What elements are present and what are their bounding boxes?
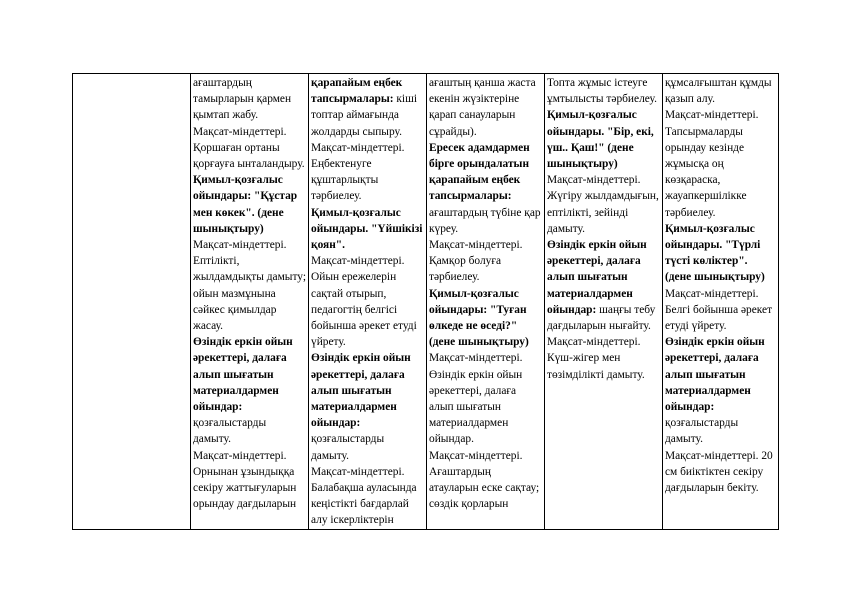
bold-text: Қимыл-қозғалыс ойындары: "Туған өлкеде не өседі?" (дене шынықтыру): [429, 287, 529, 349]
cell-paragraph: [429, 350, 542, 447]
cell-paragraph: [429, 448, 542, 513]
cell-text: Топта жұмыс істеуге ұмтылысты тәрбиелеу.: [547, 77, 657, 106]
cell-paragraph: [193, 172, 306, 237]
cell-text: Мақсат-міндеттері. Еңбектенуге құштарлықты тәрбиелеу.: [311, 141, 405, 203]
cell-text: Мақсат-міндеттері. Күш-жігер мен төзімділікті дамыту.: [547, 336, 645, 381]
cell-paragraph: [547, 334, 660, 383]
cell-paragraph: [665, 221, 776, 286]
cell-text: Мақсат-міндеттері. 20 см биіктіктен секіру дағдыларын бекіту.: [665, 449, 773, 495]
table-cell-col-2: [191, 74, 309, 530]
table-row: [73, 74, 779, 530]
cell-paragraph: [665, 286, 776, 335]
activity-plan-table: [72, 73, 779, 530]
bold-text: Қимыл-қозғалыс ойындары. "Бір, екі, үш.. Қаш!" (дене шынықтыру): [547, 109, 654, 171]
cell-text: құмсалғыштан құмды қазып алу.: [665, 77, 772, 106]
cell-text: Мақсат-міндеттері. Ептілікті, жылдамдықты дамыту; ойын мазмұнына сәйкес қимылдар жасау.: [193, 239, 306, 333]
cell-paragraph: [311, 75, 424, 140]
cell-text: кіші топтар аймағында жолдарды сыпыру.: [311, 93, 418, 138]
cell-paragraph: [547, 237, 660, 334]
cell-paragraph: [193, 448, 306, 513]
cell-paragraph: [193, 415, 306, 447]
cell-text: қозғалыстарды дамыту.: [665, 417, 739, 446]
cell-paragraph: [547, 172, 660, 237]
bold-text: Ересек адамдармен бірге орындалатын қарапайым еңбек тапсырмалары:: [429, 141, 530, 203]
cell-paragraph: [193, 334, 306, 415]
cell-paragraph: [311, 140, 424, 205]
cell-paragraph: [429, 237, 542, 286]
cell-text: Мақсат-міндеттері. Ойын ережелерін сақтай отырып, педагогтің белгісі бойынша әрекет етуді үйрету.: [311, 255, 417, 349]
bold-text: Қимыл-қозғалыс ойындары. "Үйшікізі қоян".: [311, 206, 423, 252]
cell-text: Мақсат-міндеттері. Балабақша ауласында кеңістікті бағдарлай алу іскерліктерін: [311, 465, 417, 527]
cell-paragraph: [193, 124, 306, 173]
cell-paragraph: [665, 75, 776, 107]
cell-text: ағаштардың тамырларын қармен қымтап жабу.: [193, 77, 292, 122]
cell-text: ағаштың қанша жаста екенін жүзіктеріне қарап санауларын сұрайды).: [429, 77, 536, 138]
cell-paragraph: [665, 448, 776, 497]
cell-text: Мақсат-міндеттері. Ағаштардың атауларын еске сақтау; сөздік қорларын: [429, 449, 540, 511]
bold-text: Өзіндік еркін ойын әрекеттері, далаға алып шығатын материалдармен ойындар:: [665, 336, 765, 414]
table-cell-col-4: [427, 74, 545, 530]
table-cell-col-1: [73, 74, 191, 530]
bold-text: Қимыл-қозғалыс ойындары. "Түрлі түсті көліктер". (дене шынықтыру): [665, 222, 765, 284]
cell-text: Мақсат-міндеттері. Белгі бойынша әрекет етуді үйрету.: [665, 287, 773, 333]
cell-paragraph: [311, 464, 424, 529]
cell-paragraph: [429, 75, 542, 140]
cell-paragraph: [547, 75, 660, 107]
cell-text: қозғалыстарды дамыту.: [193, 417, 267, 446]
cell-text: Мақсат-міндеттері. Қамқор болуға тәрбиелеу.: [429, 239, 523, 284]
cell-paragraph: [311, 253, 424, 350]
cell-paragraph: [429, 140, 542, 205]
cell-paragraph: [193, 75, 306, 124]
cell-paragraph: [429, 286, 542, 351]
cell-text: Мақсат-міндеттері. Өзіндік еркін ойын әрекеттері, далаға алып шығатын материалдармен ойындар.: [429, 352, 523, 446]
cell-paragraph: [311, 431, 424, 463]
cell-paragraph: [311, 205, 424, 254]
bold-text: қарапайым еңбек тапсырмалары:: [311, 77, 403, 106]
table-cell-col-5: [545, 74, 663, 530]
cell-text: Мақсат-міндеттері. Орнынан ұзындыққа секіру жаттығуларын орындау дағдыларын: [193, 449, 297, 511]
bold-text: Өзіндік еркін ойын әрекеттері, далаға алып шығатын материалдармен ойындар:: [311, 352, 411, 430]
cell-text: Мақсат-міндеттері. Жүгіру жылдамдығын, ептілікті, зейінді дамыту.: [547, 174, 659, 235]
cell-text: Мақсат-міндеттері. Қоршаған ортаны қорғауға ынталандыру.: [193, 125, 305, 171]
cell-text: шаңғы тебу дағдыларын нығайту.: [547, 303, 656, 333]
bold-text: Қимыл-қозғалыс ойындары: "Құстар мен көкек". (дене шынықтыру): [193, 174, 298, 235]
cell-paragraph: [547, 107, 660, 172]
cell-text: ағаштардың түбіне қар күреу.: [429, 206, 541, 235]
cell-paragraph: [311, 350, 424, 431]
cell-text: Мақсат-міндеттері. Тапсырмаларды орындау кезінде жұмысқа оң көзқараска, жауапкершілікке тәрбиелеу.: [665, 109, 759, 219]
bold-text: Өзіндік еркін ойын әрекеттері, далаға алып шығатын материалдармен ойындар:: [547, 239, 647, 316]
cell-paragraph: [665, 334, 776, 415]
cell-paragraph: [665, 415, 776, 447]
table-cell-col-6: [663, 74, 779, 530]
cell-text: қозғалыстарды дамыту.: [311, 433, 385, 462]
bold-text: Өзіндік еркін ойын әрекеттері, далаға алып шығатын материалдармен ойындар:: [193, 336, 293, 414]
cell-paragraph: [193, 237, 306, 334]
cell-paragraph: [665, 107, 776, 220]
cell-paragraph: [429, 205, 542, 237]
table-cell-col-3: [309, 74, 427, 530]
